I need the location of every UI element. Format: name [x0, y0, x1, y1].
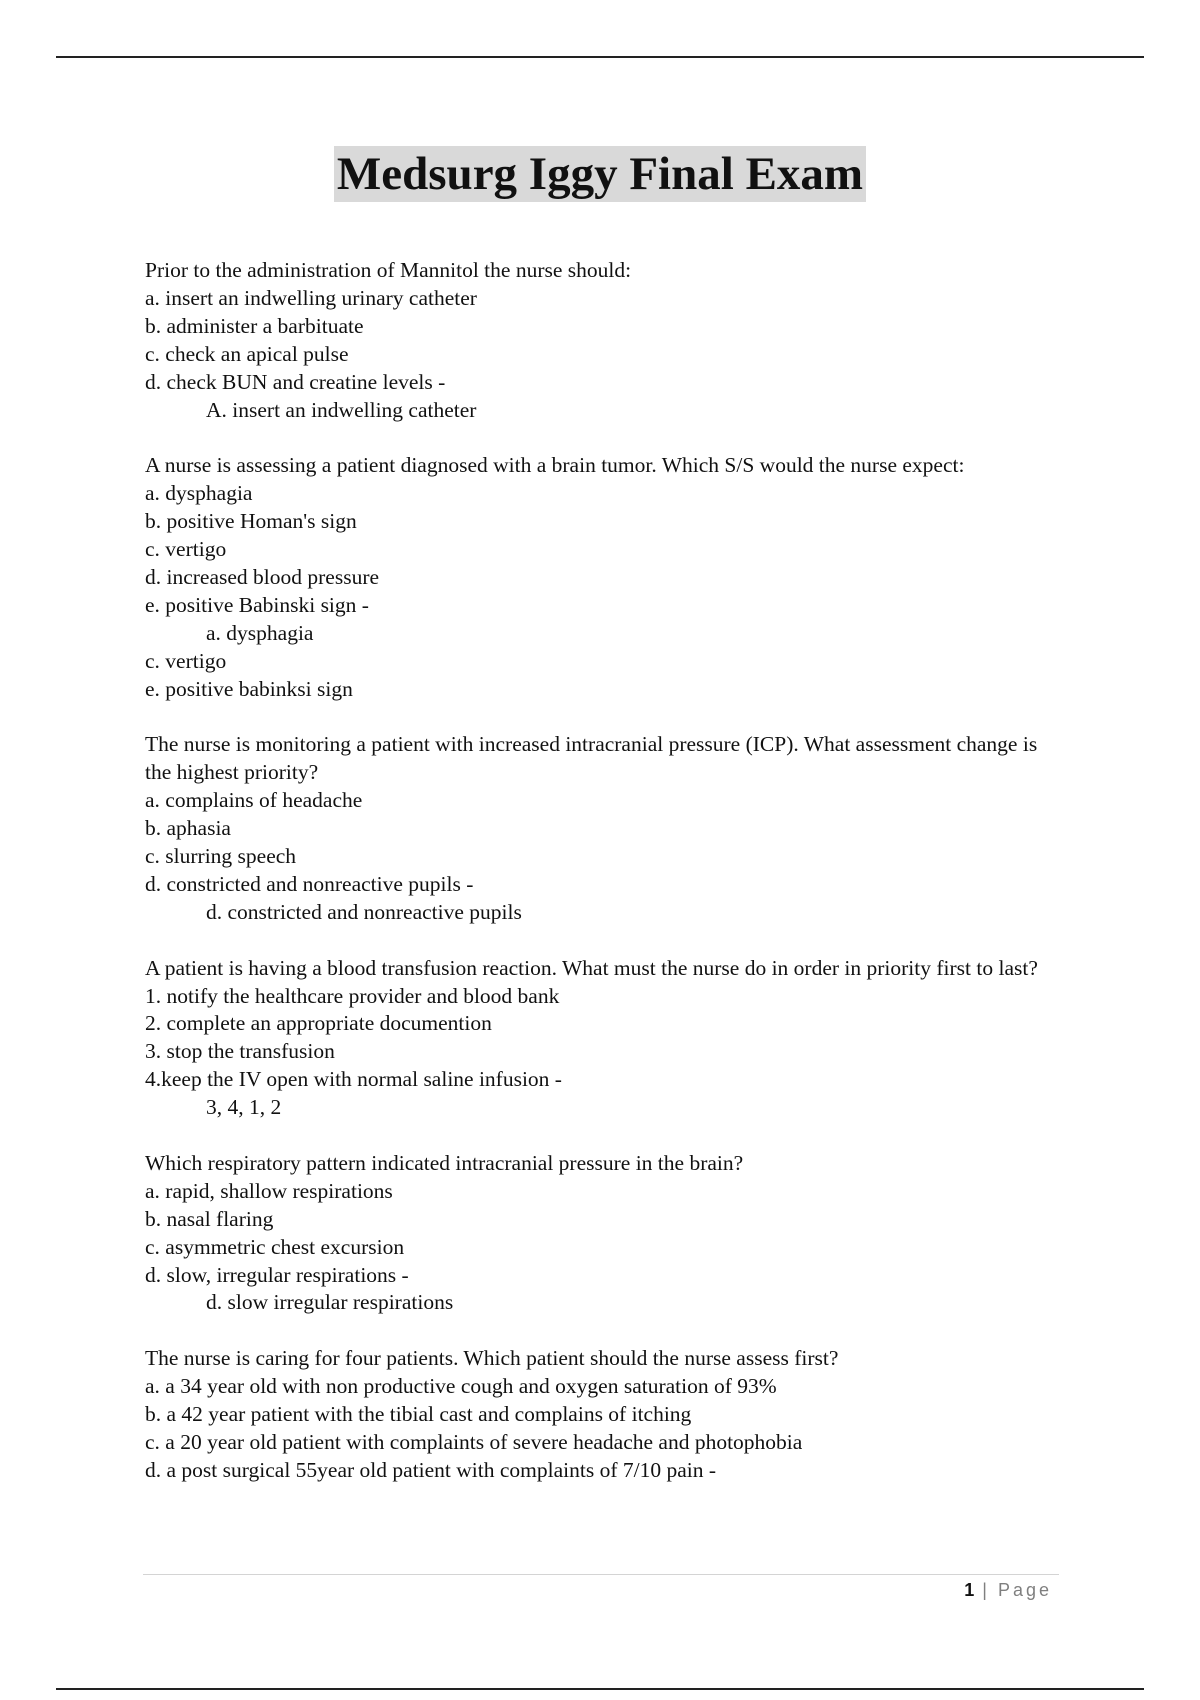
bottom-rule [56, 1688, 1144, 1690]
page-number: 1 [964, 1580, 975, 1600]
document-title: Medsurg Iggy Final Exam [334, 146, 866, 202]
answer-option: d. constricted and nonreactive pupils - [145, 871, 474, 896]
title-container [0, 146, 1200, 202]
answer-option: 1. notify the healthcare provider and blood bank [145, 983, 560, 1008]
answer-option: 2. complete an appropriate documention [145, 1011, 492, 1036]
top-rule [56, 56, 1144, 58]
answer-option: 4.keep the IV open with normal saline infusion - [145, 1067, 562, 1092]
question-stem: A nurse is assessing a patient diagnosed with a brain tumor. Which S/S would the nurse expect: [145, 453, 965, 478]
question-block [145, 1345, 1065, 1485]
correct-answer: 3, 4, 1, 2 [206, 1095, 282, 1120]
answer-option: a. dysphagia [145, 481, 253, 506]
question-block [145, 1150, 1065, 1317]
question-block [145, 731, 1065, 926]
answer-option: c. slurring speech [145, 844, 297, 868]
page-label: | Page [982, 1580, 1052, 1600]
answer-option: c. check an apical pulse [145, 341, 349, 366]
question-block [145, 257, 1065, 424]
answer-option: c. a 20 year old patient with complaints of severe headache and photophobia [145, 1429, 803, 1454]
correct-answer-continued: c. vertigo [145, 648, 227, 673]
answer-option: b. positive Homan's sign [145, 509, 357, 534]
correct-answer: d. constricted and nonreactive pupils [206, 899, 522, 924]
answer-option: b. aphasia [145, 816, 231, 841]
question-stem: The nurse is caring for four patients. Which patient should the nurse assess first? [145, 1346, 839, 1371]
answer-option: a. complains of headache [145, 788, 363, 813]
question-block [145, 955, 1065, 1122]
question-stem: A patient is having a blood transfusion reaction. What must the nurse do in order in priority first to last? [145, 955, 1038, 980]
question-stem: The nurse is monitoring a patient with increased intracranial pressure (ICP). What assessment change is the highest priority? [145, 732, 1038, 785]
correct-answer: d. slow irregular respirations [206, 1290, 454, 1315]
question-stem: Prior to the administration of Mannitol the nurse should: [145, 258, 632, 282]
footer-rule [143, 1574, 1059, 1575]
answer-option: c. asymmetric chest excursion [145, 1234, 405, 1259]
answer-option: c. vertigo [145, 537, 227, 562]
answer-option: b. a 42 year patient with the tibial cast and complains of itching [145, 1402, 692, 1427]
answer-option: d. a post surgical 55year old patient with complaints of 7/10 pain - [145, 1457, 717, 1482]
answer-option: b. nasal flaring [145, 1206, 274, 1231]
answer-option: b. administer a barbituate [145, 313, 364, 338]
correct-answer: A. insert an indwelling catheter [206, 397, 477, 422]
page-number-footer [964, 1580, 1052, 1601]
answer-option: a. rapid, shallow respirations [145, 1178, 393, 1203]
question-block [145, 452, 1065, 703]
answer-option: a. insert an indwelling urinary catheter [145, 285, 477, 310]
correct-answer: a. dysphagia [206, 620, 314, 645]
answer-option: d. check BUN and creatine levels - [145, 369, 446, 394]
answer-option: d. increased blood pressure [145, 564, 380, 589]
answer-option: 3. stop the transfusion [145, 1039, 335, 1064]
answer-option: d. slow, irregular respirations - [145, 1262, 409, 1287]
question-stem: Which respiratory pattern indicated intracranial pressure in the brain? [145, 1150, 744, 1175]
answer-option: a. a 34 year old with non productive cough and oxygen saturation of 93% [145, 1374, 777, 1399]
correct-answer-continued: e. positive babinksi sign [145, 676, 353, 701]
answer-option: e. positive Babinski sign - [145, 592, 369, 617]
question-list [145, 257, 1065, 1513]
